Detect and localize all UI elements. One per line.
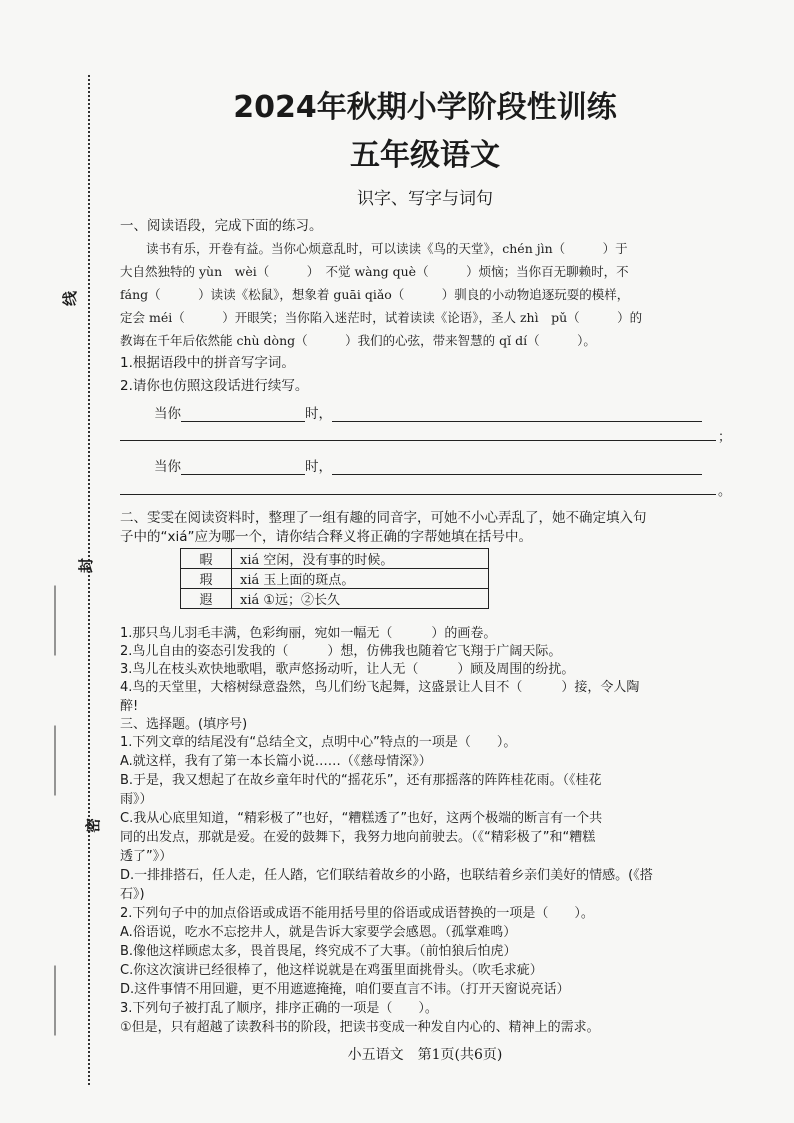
table-char: 瑕 xyxy=(181,569,232,589)
binding-char-line: 线 xyxy=(61,290,80,307)
exam-subtitle: 五年级语文 xyxy=(350,138,500,173)
table-char: 暇 xyxy=(181,549,232,569)
when-you-label: 当你 xyxy=(154,459,181,475)
part3-line: ①但是，只有超越了读教科书的阶段，把读书变成一种发自内心的、精神上的需求。 xyxy=(120,1020,600,1035)
shi-label: 时， xyxy=(305,406,332,422)
binding-char-seal: 封 xyxy=(77,557,96,574)
part3-line: 同的出发点，那就是爱。在爱的鼓舞下，我努力地向前驶去。（《“精彩极了”和“糟糕 xyxy=(120,830,596,845)
part2-item: 3.鸟儿在枝头欢快地歌唱，歌声悠扬动听，让人无（ ）顾及周围的纷扰。 xyxy=(120,662,575,677)
table-def: xiá 玉上面的斑点。 xyxy=(232,569,489,589)
passage-line: 大自然独特的 yùn wèi（ ） 不觉 wàng què（ ）烦恼；当你百无聊赖时，不 xyxy=(120,264,629,279)
part3-line: 2.下列句子中的加点俗语或成语不能用括号里的俗语或成语替换的一项是（ ）。 xyxy=(120,906,594,921)
table-def: xiá ①远；②长久 xyxy=(232,589,489,609)
part1-heading: 一、阅读语段，完成下面的练习。 xyxy=(120,218,323,234)
part1-q1: 1.根据语段中的拼音写字词。 xyxy=(120,355,295,371)
binding-write-line xyxy=(55,726,56,796)
binding-char-dense: 密 xyxy=(84,817,103,834)
answer-blank[interactable] xyxy=(181,459,305,475)
part3-line: C.你这次演讲已经很棒了，他这样说就是在鸡蛋里面挑骨头。（吹毛求疵） xyxy=(120,963,543,978)
part2-heading-line1: 二、雯雯在阅读资料时，整理了一组有趣的同音字，可她不小心弄乱了，她不确定填入句 xyxy=(120,510,647,526)
part3-line: 石》) xyxy=(120,887,145,902)
part3-line: D.一排排搭石，任人走，任人踏，它们联结着故乡的小路，也联结着乡亲们美好的情感。(《搭 xyxy=(120,868,653,883)
part3-line: B.像他这样顾虑太多，畏首畏尾，终究成不了大事。（前怕狼后怕虎） xyxy=(120,944,517,959)
continuation-row-1 xyxy=(154,402,730,422)
part3-line: 1.下列文章的结尾没有“总结全文，点明中心”特点的一项是（ ）。 xyxy=(120,735,517,750)
passage-line: 教诲在千年后依然能 chù dòng（ ）我们的心弦，带来智慧的 qǐ dí（ ）。 xyxy=(120,333,596,348)
answer-blank[interactable] xyxy=(332,406,702,422)
binding-dotted-line xyxy=(88,75,90,1085)
table-def: xiá 空闲，没有事的时候。 xyxy=(232,549,489,569)
table-row xyxy=(181,569,489,589)
part2-item: 2.鸟儿自由的姿态引发我的（ ）想，仿佛我也随着它飞翔于广阔天际。 xyxy=(120,644,562,659)
part2-item: 4.鸟的天堂里，大榕树绿意盎然，鸟儿们纷飞起舞，这盛景让人目不（ ）接，令人陶 xyxy=(120,680,640,695)
binding-write-line xyxy=(55,586,56,656)
part1-q2: 2.请你也仿照这段话进行续写。 xyxy=(120,378,309,394)
semicolon-mark: ； xyxy=(718,430,732,445)
part3-line: A.俗语说，吃水不忘挖井人，就是告诉大家要学会感恩。（孤掌难鸣） xyxy=(120,925,517,940)
when-you-label: 当你 xyxy=(154,406,181,422)
part2-heading-line2: 子中的“xiá”应为哪一个，请你结合释义将正确的字帮她填在括号中。 xyxy=(120,529,532,545)
part3-line: D.这件事情不用回避，更不用遮遮掩掩，咱们要直言不讳。（打开天窗说亮话） xyxy=(120,982,570,997)
binding-write-line xyxy=(55,966,56,1036)
passage-line: 读书有乐，开卷有益。当你心烦意乱时，可以读读《鸟的天堂》，chén jìn（ ）于 xyxy=(146,241,628,256)
xia-definition-table xyxy=(180,548,489,609)
answer-line[interactable] xyxy=(120,494,716,495)
shi-label: 时， xyxy=(305,459,332,475)
part3-heading: 三、选择题。(填序号) xyxy=(120,717,248,732)
part3-line: 透了”》） xyxy=(120,849,173,864)
period-mark: 。 xyxy=(718,484,732,499)
answer-line[interactable] xyxy=(120,440,716,441)
table-row xyxy=(181,549,489,569)
exam-title: 2024年秋期小学阶段性训练 xyxy=(233,90,617,125)
page-footer: 小五语文 第1页(共6页) xyxy=(347,1047,503,1063)
part3-line: C.我从心底里知道，“精彩极了”也好，“糟糕透了”也好，这两个极端的断言有一个共 xyxy=(120,811,603,826)
answer-blank[interactable] xyxy=(181,406,305,422)
part3-line: 雨》） xyxy=(120,792,153,807)
part3-line: B.于是，我又想起了在故乡童年时代的“摇花乐”，还有那摇落的阵阵桂花雨。（《桂花 xyxy=(120,773,602,788)
answer-blank[interactable] xyxy=(332,459,702,475)
passage-line: 定会 méi（ ）开眼笑；当你陷入迷茫时，试着读读《论语》，圣人 zhì pǔ（ ）的 xyxy=(120,310,643,325)
part2-item: 1.那只鸟儿羽毛丰满，色彩绚丽，宛如一幅无（ ）的画卷。 xyxy=(120,626,497,641)
continuation-row-2 xyxy=(154,455,730,475)
part2-item: 醉! xyxy=(120,699,139,714)
part3-line: 3.下列句子被打乱了顺序，排序正确的一项是（ ）。 xyxy=(120,1001,438,1016)
part3-line: A.就这样，我有了第一本长篇小说……（《慈母情深》） xyxy=(120,754,432,769)
section-title: 识字、写字与词句 xyxy=(357,189,493,209)
table-row xyxy=(181,589,489,609)
table-char: 遐 xyxy=(181,589,232,609)
passage-line: fáng（ ）读读《松鼠》，想象着 guāi qiǎo（ ）驯良的小动物追逐玩耍的模样， xyxy=(120,287,630,302)
